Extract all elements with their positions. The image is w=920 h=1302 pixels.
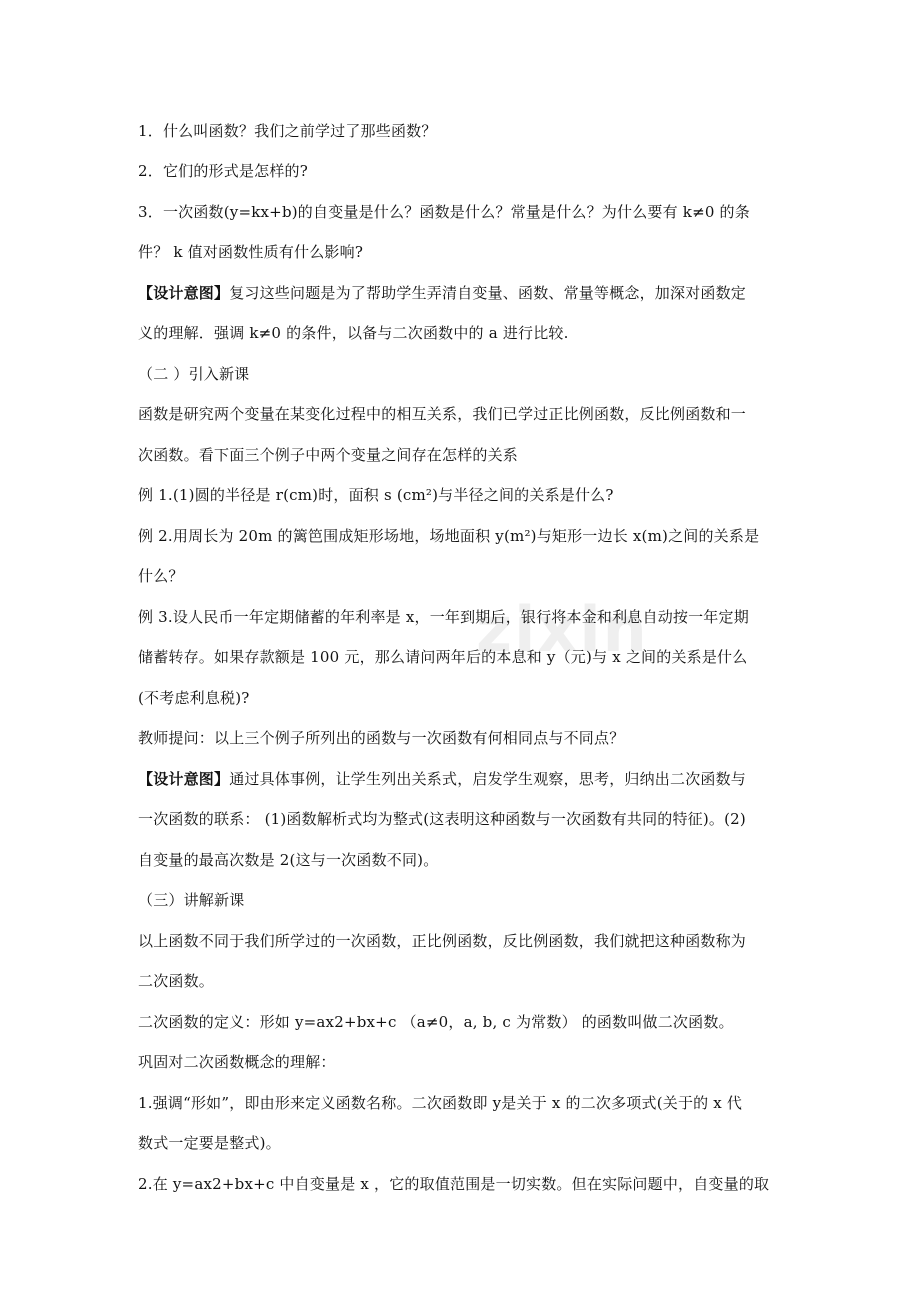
- explain-paragraph: 以上函数不同于我们所学过的一次函数，正比例函数，反比例函数，我们就把这种函数称为: [138, 932, 747, 950]
- design-intent-2: [138, 769, 746, 791]
- explain-paragraph-cont: 二次函数。: [138, 972, 215, 990]
- teacher-question: 教师提问：以上三个例子所列出的函数与一次函数有何相同点与不同点？: [138, 729, 625, 747]
- design-intent-label: 【设计意图】: [138, 770, 230, 788]
- intro-paragraph-cont: 次函数。看下面三个例子中两个变量之间存在怎样的关系: [138, 446, 519, 464]
- question-3: 3．一次函数(y=kx+b)的自变量是什么？函数是什么？常量是什么？为什么要有 k≠0 的条: [138, 203, 750, 221]
- design-intent-text: 通过具体事例，让学生列出关系式，启发学生观察，思考，归纳出二次函数与: [229, 770, 747, 788]
- question-2: 2．它们的形式是怎样的?: [138, 162, 308, 180]
- design-intent-2-cont-2: 自变量的最高次数是 2(这与一次函数不同)。: [138, 851, 439, 869]
- point-1-cont: 数式一定要是整式)。: [138, 1134, 281, 1152]
- definition: 二次函数的定义：形如 y=ax2+bx+c （a≠0，a, b, c 为常数） 的函数叫做二次函数。: [138, 1013, 734, 1031]
- example-2: 例 2.用周长为 20m 的篱笆围成矩形场地，场地面积 y(m²)与矩形一边长 x(m)之间的关系是: [138, 527, 760, 545]
- design-intent-1-cont: 义的理解．强调 k≠0 的条件，以备与二次函数中的 a 进行比较.: [138, 324, 569, 342]
- point-2: 2.在 y=ax2+bx+c 中自变量是 x ，它的取值范围是一切实数。但在实际问题中，自变量的取: [138, 1175, 770, 1193]
- design-intent-label: 【设计意图】: [138, 284, 230, 302]
- question-3-cont: 件？ k 值对函数性质有什么影响?: [138, 243, 364, 261]
- example-1: 例 1.(1)圆的半径是 r(cm)时，面积 s (cm²)与半径之间的关系是什么?: [138, 486, 614, 504]
- question-1: 1．什么叫函数？我们之前学过了那些函数？: [138, 122, 437, 140]
- design-intent-1: [138, 283, 746, 305]
- watermark: zixin: [476, 593, 649, 666]
- example-3-cont: 储蓄转存。如果存款额是 100 元，那么请问两年后的本息和 y（元)与 x 之间的关系是什么: [138, 648, 748, 666]
- design-intent-text: 复习这些问题是为了帮助学生弄清自变量、函数、常量等概念，加深对函数定: [229, 284, 747, 302]
- section-heading-2: （二 ）引入新课: [138, 365, 250, 383]
- example-2-cont: 什么？: [138, 567, 184, 585]
- example-3: 例 3.设人民币一年定期储蓄的年利率是 x，一年到期后，银行将本金和利息自动按一年定期: [138, 608, 749, 626]
- section-heading-3: （三）讲解新课: [138, 891, 245, 909]
- example-3-cont-2: (不考虑利息税)?: [138, 689, 250, 707]
- design-intent-2-cont: 一次函数的联系： (1)函数解析式均为整式(这表明这种函数与一次函数有共同的特征)。(2): [138, 810, 746, 828]
- point-1: 1.强调“形如”，即由形来定义函数名称。二次函数即 y是关于 x 的二次多项式(关于的 x 代: [138, 1094, 743, 1112]
- intro-paragraph: 函数是研究两个变量在某变化过程中的相互关系，我们已学过正比例函数，反比例函数和一: [138, 405, 747, 423]
- consolidate-heading: 巩固对二次函数概念的理解：: [138, 1053, 336, 1071]
